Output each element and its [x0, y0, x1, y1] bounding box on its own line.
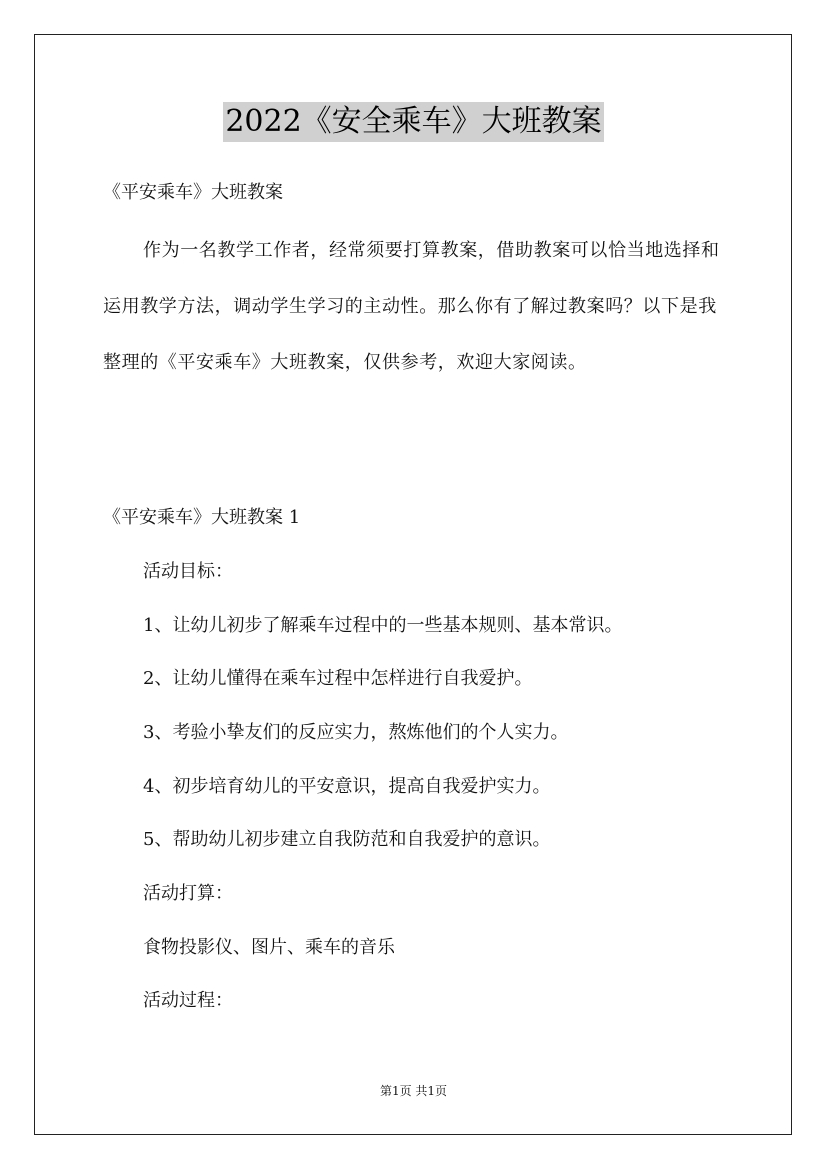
- objectives-label: 活动目标：: [143, 561, 233, 582]
- intro-paragraph: 作为一名教学工作者，经常须要打算教案，借助教案可以恰当地选择和运用教学方法，调动学生学习的主动性。那么你有了解过教案吗？以下是我整理的《平安乘车》大班教案，仅供参考，欢迎大家阅读。: [103, 240, 720, 373]
- prep-label: 活动打算：: [143, 883, 233, 904]
- prep-text: 食物投影仪、图片、乘车的音乐: [143, 937, 395, 958]
- section-heading: 《平安乘车》大班教案 1: [103, 507, 301, 528]
- process-label: 活动过程：: [143, 990, 233, 1011]
- objective-item-5: 5、帮助幼儿初步建立自我防范和自我爱护的意识。: [143, 829, 551, 850]
- document-subtitle: 《平安乘车》大班教案: [103, 182, 283, 203]
- objective-item-2: 2、让幼儿懂得在乘车过程中怎样进行自我爱护。: [143, 668, 533, 689]
- page-number-info: 第1页 共1页: [379, 1084, 448, 1098]
- objective-item-4: 4、初步培育幼儿的平安意识，提高自我爱护实力。: [143, 776, 551, 797]
- title-container: [0, 102, 827, 142]
- document-title: 2022《安全乘车》大班教案: [223, 102, 603, 142]
- objective-item-3: 3、考验小挚友们的反应实力，熬炼他们的个人实力。: [143, 722, 569, 743]
- page-footer: [0, 1083, 827, 1099]
- objective-item-1: 1、让幼儿初步了解乘车过程中的一些基本规则、基本常识。: [143, 615, 623, 636]
